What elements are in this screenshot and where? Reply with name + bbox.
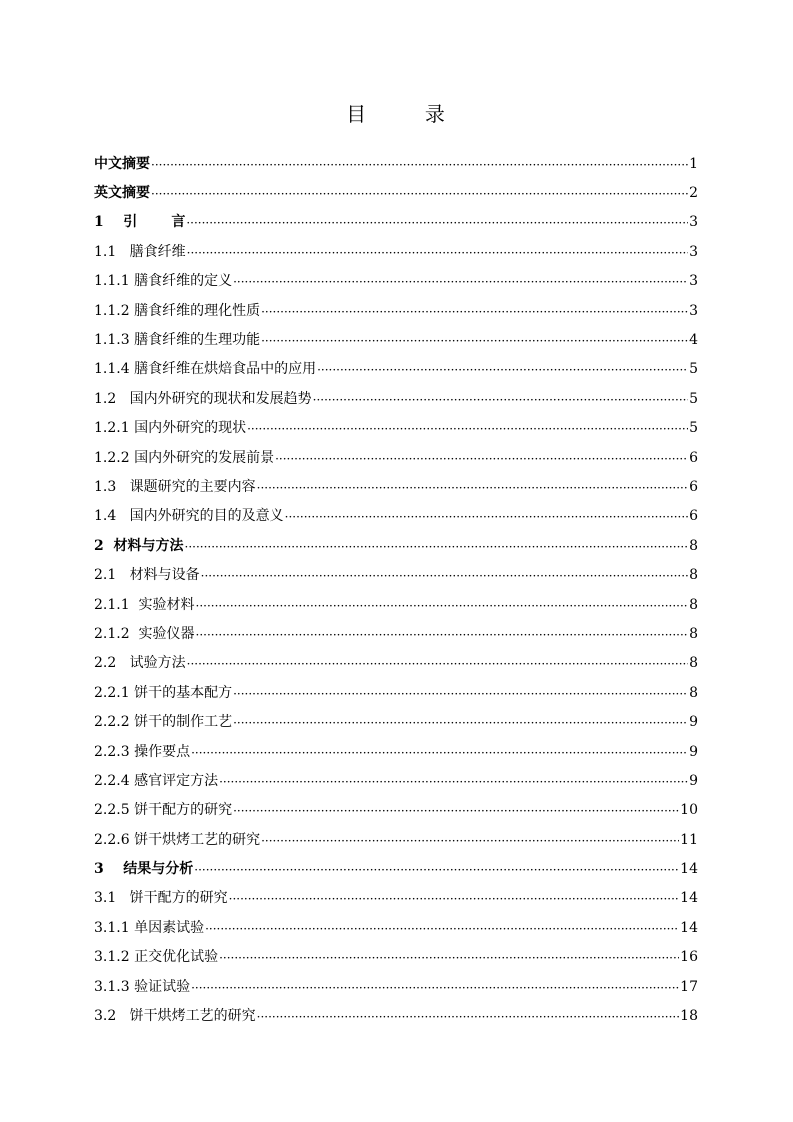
dot-leader (261, 334, 688, 348)
dot-leader (233, 275, 688, 289)
dot-leader (187, 657, 688, 671)
toc-entry[interactable] (94, 796, 698, 825)
toc-entry-page-number: 9 (689, 772, 698, 789)
toc-entry[interactable] (94, 502, 698, 531)
toc-entry-label: 3.1.2 正交优化试验 (94, 949, 219, 966)
toc-entry-label: 2.2.6 饼干烘烤工艺的研究 (94, 831, 261, 848)
dot-leader (233, 716, 688, 730)
toc-entry-label: 3 结果与分析 (94, 861, 194, 878)
dot-leader (247, 422, 688, 436)
toc-entry-page-number: 5 (689, 390, 698, 407)
toc-entry[interactable] (94, 943, 698, 972)
dot-leader (257, 1010, 680, 1024)
toc-entry-page-number: 8 (689, 655, 698, 672)
toc-entry-page-number: 3 (689, 302, 698, 319)
dot-leader (261, 834, 679, 848)
toc-entry-label: 3.1.3 验证试验 (94, 978, 191, 995)
table-of-contents (94, 149, 698, 1031)
toc-entry[interactable] (94, 267, 698, 296)
toc-entry-page-number: 16 (680, 949, 698, 966)
toc-entry-page-number: 4 (689, 332, 698, 349)
dot-leader (191, 746, 688, 760)
toc-entry-label: 英文摘要 (94, 185, 150, 202)
toc-entry[interactable] (94, 149, 698, 178)
toc-entry[interactable] (94, 884, 698, 913)
toc-entry[interactable] (94, 414, 698, 443)
toc-entry-label: 1.2 国内外研究的现状和发展趋势 (94, 390, 312, 407)
toc-entry-page-number: 8 (689, 625, 698, 642)
toc-entry-label: 1.4 国内外研究的目的及意义 (94, 508, 284, 525)
dot-leader (186, 216, 688, 230)
toc-entry[interactable] (94, 208, 698, 237)
toc-entry-label: 3.1.1 单因素试验 (94, 919, 205, 936)
title-char-2: 录 (424, 102, 447, 126)
dot-leader (196, 628, 689, 642)
dot-leader (151, 158, 688, 172)
toc-entry[interactable] (94, 178, 698, 207)
toc-entry-label: 中文摘要 (94, 155, 150, 172)
dot-leader (285, 510, 688, 524)
toc-entry-label: 2.2.1 饼干的基本配方 (94, 684, 233, 701)
toc-entry-label: 2.2.4 感官评定方法 (94, 772, 219, 789)
toc-entry-label: 3.1 饼干配方的研究 (94, 890, 228, 907)
toc-entry-page-number: 3 (689, 273, 698, 290)
toc-entry[interactable] (94, 854, 698, 883)
toc-entry-label: 3.2 饼干烘烤工艺的研究 (94, 1008, 256, 1025)
toc-entry[interactable] (94, 972, 698, 1001)
dot-leader (196, 599, 689, 613)
toc-entry-page-number: 8 (689, 567, 698, 584)
toc-entry-label: 2.2.3 操作要点 (94, 743, 191, 760)
toc-entry-label: 1.2.2 国内外研究的发展前景 (94, 449, 275, 466)
toc-entry[interactable] (94, 737, 698, 766)
dot-leader (275, 452, 688, 466)
toc-entry[interactable] (94, 590, 698, 619)
toc-entry[interactable] (94, 384, 698, 413)
toc-entry-label: 1.1.3 膳食纤维的生理功能 (94, 332, 261, 349)
toc-entry-page-number: 9 (689, 743, 698, 760)
toc-entry-page-number: 14 (680, 919, 698, 936)
toc-entry-page-number: 14 (680, 890, 698, 907)
toc-entry-label: 2.1.2 实验仪器 (94, 625, 195, 642)
toc-entry-page-number: 3 (689, 214, 698, 231)
toc-entry[interactable] (94, 913, 698, 942)
dot-leader (194, 863, 679, 877)
toc-entry[interactable] (94, 443, 698, 472)
toc-entry[interactable] (94, 619, 698, 648)
dot-leader (191, 981, 679, 995)
dot-leader (219, 951, 679, 965)
dot-leader (317, 363, 688, 377)
toc-entry-label: 1.1.1 膳食纤维的定义 (94, 273, 233, 290)
toc-entry-page-number: 5 (689, 361, 698, 378)
toc-entry-label: 2.1.1 实验材料 (94, 596, 195, 613)
toc-entry-label: 1.1.2 膳食纤维的理化性质 (94, 302, 261, 319)
toc-entry[interactable] (94, 649, 698, 678)
dot-leader (229, 892, 680, 906)
toc-entry-label: 1.3 课题研究的主要内容 (94, 478, 256, 495)
toc-entry-page-number: 8 (689, 537, 698, 554)
toc-entry[interactable] (94, 766, 698, 795)
toc-entry-page-number: 3 (689, 243, 698, 260)
dot-leader (187, 246, 688, 260)
toc-entry-label: 2.2.5 饼干配方的研究 (94, 802, 233, 819)
toc-entry-page-number: 18 (680, 1008, 698, 1025)
toc-entry-page-number: 6 (689, 508, 698, 525)
toc-entry-page-number: 10 (680, 802, 698, 819)
dot-leader (257, 481, 688, 495)
dot-leader (233, 804, 679, 818)
dot-leader (261, 305, 688, 319)
toc-entry-page-number: 5 (689, 420, 698, 437)
toc-entry-page-number: 6 (689, 449, 698, 466)
toc-entry-label: 2.2.2 饼干的制作工艺 (94, 714, 233, 731)
toc-entry-label: 2 材料与方法 (94, 537, 184, 554)
dot-leader (201, 569, 688, 583)
page-title (0, 98, 793, 127)
toc-entry[interactable] (94, 531, 698, 560)
toc-entry-page-number: 2 (689, 185, 698, 202)
dot-leader (151, 187, 688, 201)
toc-entry[interactable] (94, 296, 698, 325)
toc-entry-page-number: 8 (689, 596, 698, 613)
toc-entry[interactable] (94, 678, 698, 707)
dot-leader (185, 540, 689, 554)
toc-entry[interactable] (94, 1001, 698, 1030)
toc-entry[interactable] (94, 355, 698, 384)
toc-entry[interactable] (94, 325, 698, 354)
toc-entry[interactable] (94, 560, 698, 589)
toc-entry[interactable] (94, 237, 698, 266)
toc-entry-page-number: 17 (680, 978, 698, 995)
dot-leader (205, 922, 679, 936)
dot-leader (233, 687, 688, 701)
toc-entry-page-number: 8 (689, 684, 698, 701)
toc-entry[interactable] (94, 707, 698, 736)
toc-entry-label: 1.1.4 膳食纤维在烘焙食品中的应用 (94, 361, 317, 378)
toc-entry-page-number: 1 (689, 155, 698, 172)
toc-entry-label: 1.2.1 国内外研究的现状 (94, 420, 247, 437)
dot-leader (313, 393, 688, 407)
toc-entry-page-number: 14 (680, 861, 698, 878)
toc-entry-label: 2.1 材料与设备 (94, 567, 200, 584)
toc-entry-page-number: 6 (689, 478, 698, 495)
toc-entry-label: 2.2 试验方法 (94, 655, 186, 672)
toc-entry-label: 1 引 言 (94, 214, 186, 231)
toc-entry-label: 1.1 膳食纤维 (94, 243, 186, 260)
toc-entry[interactable] (94, 825, 698, 854)
title-char-1: 目 (346, 102, 369, 126)
dot-leader (219, 775, 688, 789)
toc-entry-page-number: 9 (689, 714, 698, 731)
toc-entry[interactable] (94, 472, 698, 501)
toc-entry-page-number: 11 (680, 831, 698, 848)
